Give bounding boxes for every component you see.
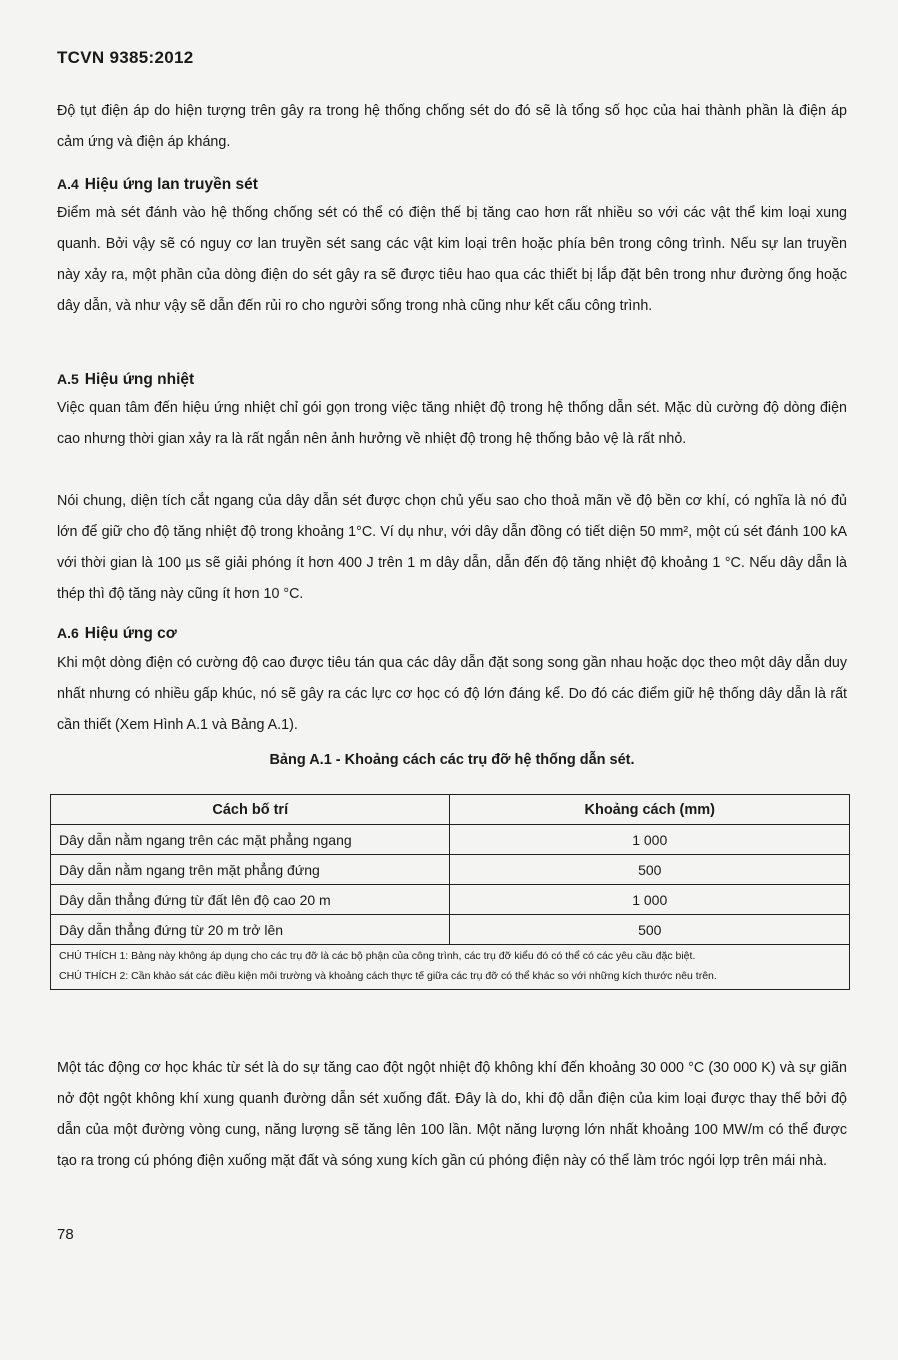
section-heading (57, 367, 847, 392)
closing-paragraph: Một tác động cơ học khác từ sét là do sự tăng cao đột ngột nhiệt độ không khí đến khoảng 30 000 °C (30 000 K) và sự giãn nở đột ngột không khí xung quanh đường dẫn sét xuống đất. Đây là do, khi độ dẫn điện của kim loại được thay thế bởi độ dẫn của một đường vòng cung, năng lượng sẽ tăng lên 100 lần. Một năng lượng lớn nhất khoảng 100 MW/m có thể được tạo ra trong cú phóng điện xuống mặt đất và sóng xung kích gần cú phóng điện này có thể làm tróc ngói lợp trên mái nhà. (57, 1060, 847, 1169)
page-number: 78 (57, 1226, 74, 1243)
arrangement-cell: Dây dẫn thẳng đứng từ đất lên độ cao 20 m (51, 885, 450, 915)
section-heading (57, 621, 847, 646)
section-number: A.4 (57, 176, 79, 192)
intro-paragraph: Độ tụt điện áp do hiện tượng trên gây ra trong hệ thống chống sét do đó sẽ là tổng số học của hai thành phần là điện áp cảm ứng và điện áp kháng. (57, 103, 847, 150)
section-a6 (57, 621, 847, 646)
column-header-arrangement: Cách bố trí (51, 795, 450, 825)
table-notes-cell (51, 945, 850, 990)
paragraph: Điểm mà sét đánh vào hệ thống chống sét có thể có điện thế bị tăng cao hơn rất nhiều so với các vật thể kim loại xung quanh. Bởi vậy sẽ có nguy cơ lan truyền sét sang các vật kim loại trên hoặc phía bên trong công trình. Nếu sự lan truyền này xảy ra, một phần của dòng điện do sét gây ra sẽ được tiêu hao qua các thiết bị lắp đặt bên trong như đường ống hoặc dây dẫn, và như vậy sẽ dẫn đến rủi ro cho người sống trong nhà cũng như kết cấu công trình. (57, 205, 847, 314)
arrangement-cell: Dây dẫn thẳng đứng từ 20 m trở lên (51, 915, 450, 945)
section-number: A.5 (57, 371, 79, 387)
table-note: CHÚ THÍCH 2: Cần khảo sát các điều kiện môi trường và khoảng cách thực tế giữa các trụ đỡ có thể khác so với những kích thước nêu trên. (59, 970, 717, 982)
table-row (51, 885, 850, 915)
section-title: Hiệu ứng cơ (84, 625, 177, 642)
arrangement-cell: Dây dẫn nằm ngang trên các mặt phẳng ngang (51, 825, 450, 855)
closing-block (57, 1053, 847, 1177)
paragraph: Nói chung, diện tích cắt ngang của dây dẫn sét được chọn chủ yếu sao cho thoả mãn về độ bền cơ khí, có nghĩa là nó đủ lớn để giữ cho độ tăng nhiệt độ trong khoảng 1°C. Ví dụ như, với dây dẫn đồng có tiết diện 50 mm², một cú sét đánh 100 kA với thời gian là 100 µs sẽ giải phóng ít hơn 400 J trên 1 m dây dẫn, dẫn đến độ tăng nhiệt độ khoảng 1 °C. Nếu dây dẫn là thép thì độ tăng này cũng ít hơn 10 °C. (57, 493, 847, 602)
table-header-row (51, 795, 850, 825)
spacing-cell: 1 000 (450, 885, 850, 915)
standard-code: TCVN 9385:2012 (57, 48, 194, 67)
section-a6-body (57, 648, 847, 741)
spacing-cell: 500 (450, 855, 850, 885)
section-title: Hiệu ứng lan truyền sét (84, 176, 258, 193)
paragraph: Khi một dòng điện có cường độ cao được tiêu tán qua các dây dẫn đặt song song gần nhau hoặc dọc theo một dây dẫn duy nhất nhưng có nhiều gấp khúc, nó sẽ gây ra các lực cơ học có độ lớn đáng kể. Do đó các điểm giữ hệ thống dây dẫn là rất cần thiết (Xem Hình A.1 và Bảng A.1). (57, 655, 847, 733)
section-a5-body-2 (57, 486, 847, 610)
table-note: CHÚ THÍCH 1: Bảng này không áp dụng cho các trụ đỡ là các bộ phận của công trình, các trụ đỡ kiểu đó có thể có các yêu cầu đặc biệt. (59, 950, 696, 962)
section-a4 (57, 172, 847, 197)
support-spacing-table (50, 794, 850, 990)
spacing-cell: 1 000 (450, 825, 850, 855)
section-heading (57, 172, 847, 197)
table-row (51, 915, 850, 945)
table-row (51, 825, 850, 855)
table-row (51, 855, 850, 885)
section-number: A.6 (57, 625, 79, 641)
table-caption: Bảng A.1 - Khoảng cách các trụ đỡ hệ thống dẫn sét. (269, 752, 635, 768)
spacing-cell: 500 (450, 915, 850, 945)
paragraph: Việc quan tâm đến hiệu ứng nhiệt chỉ gói gọn trong việc tăng nhiệt độ trong hệ thống dẫn sét. Mặc dù cường độ dòng điện cao nhưng thời gian xảy ra là rất ngắn nên ảnh hưởng về nhiệt độ trong hệ thống bảo vệ là rất nhỏ. (57, 400, 847, 447)
section-a5-body (57, 393, 847, 455)
table-notes-row (51, 945, 850, 990)
section-title: Hiệu ứng nhiệt (84, 371, 195, 388)
intro-block (57, 96, 847, 158)
section-a5 (57, 367, 847, 392)
arrangement-cell: Dây dẫn nằm ngang trên mặt phẳng đứng (51, 855, 450, 885)
section-a4-body (57, 198, 847, 322)
column-header-spacing: Khoảng cách (mm) (450, 795, 850, 825)
